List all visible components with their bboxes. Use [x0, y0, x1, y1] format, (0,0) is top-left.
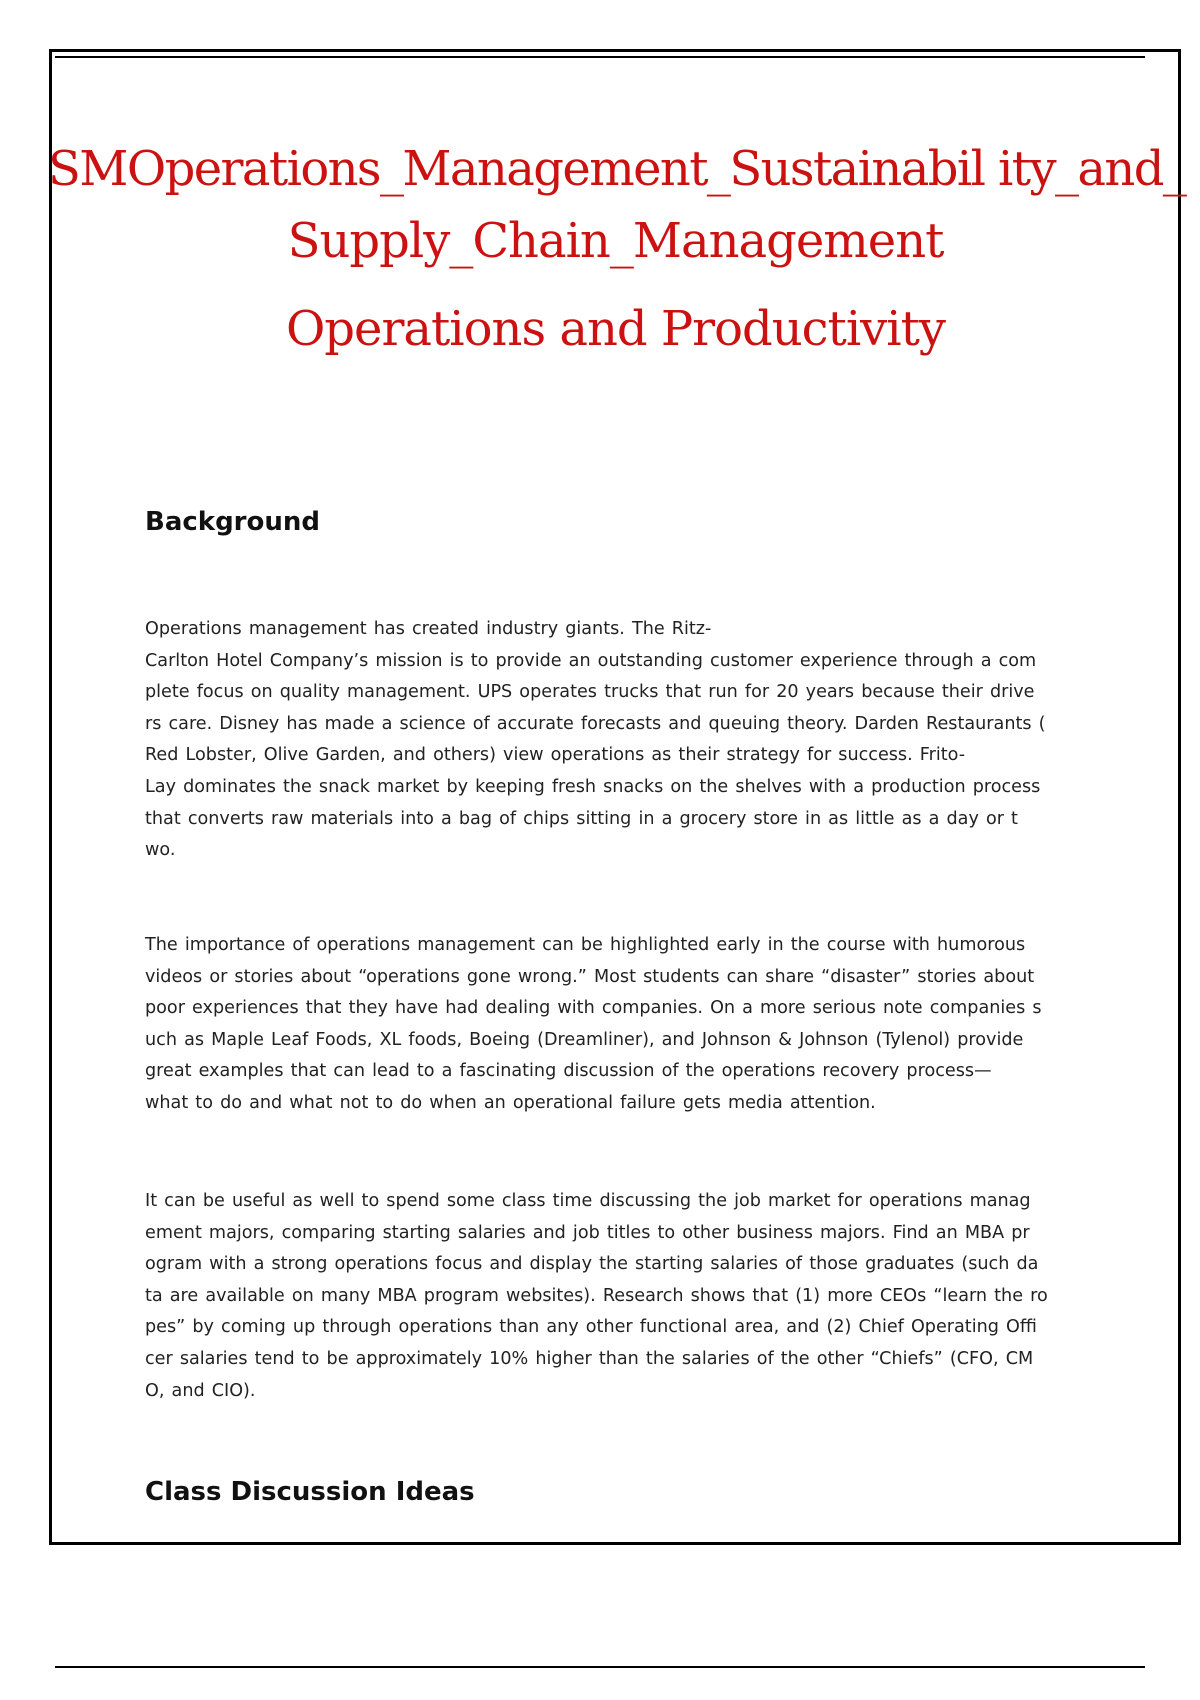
- paragraph-line: It can be useful as well to spend some class time discussing the job market for operations manag: [145, 1191, 1031, 1211]
- paragraph-1: [145, 614, 1087, 867]
- paragraph-line: that converts raw materials into a bag of chips sitting in a grocery store in as little as a day or t: [145, 808, 1018, 829]
- paragraph-line: videos or stories about “operations gone wrong.” Most students can share “disaster” stories about: [145, 966, 1035, 987]
- paragraph-line: poor experiences that they have had dealing with companies. On a more serious note companies s: [145, 998, 1042, 1019]
- title-line-2: Supply_Chain_Management: [287, 213, 944, 269]
- paragraph-line: Red Lobster, Olive Garden, and others) view operations as their strategy for success. Frito-: [145, 745, 966, 766]
- paragraph-line: ta are available on many MBA program websites). Research shows that (1) more CEOs “learn the ro: [145, 1285, 1048, 1306]
- paragraph-line: plete focus on quality management. UPS operates trucks that run for 20 years because their drive: [145, 682, 1035, 703]
- paragraph-line: pes” by coming up through operations than any other functional area, and (2) Chief Operating Offi: [145, 1317, 1037, 1338]
- document-subtitle: Operations and Productivity: [285, 301, 946, 357]
- paragraph-line: ogram with a strong operations focus and display the starting salaries of those graduates (such da: [145, 1254, 1039, 1275]
- paragraph-line: wo.: [145, 840, 176, 861]
- section-heading-background: Background: [145, 507, 320, 537]
- section-heading-class-discussion: Class Discussion Ideas: [145, 1477, 475, 1507]
- paragraph-line: ement majors, comparing starting salaries and job titles to other business majors. Find an MBA pr: [145, 1222, 1030, 1243]
- paragraph-line: Carlton Hotel Company’s mission is to provide an outstanding customer experience through a com: [145, 650, 1037, 671]
- paragraph-line: great examples that can lead to a fascinating discussion of the operations recovery process—: [145, 1061, 992, 1082]
- paragraph-line: Operations management has created industry giants. The Ritz-: [145, 619, 712, 639]
- paragraph-line: what to do and what not to do when an operational failure gets media attention.: [145, 1092, 876, 1113]
- paragraph-line: uch as Maple Leaf Foods, XL foods, Boeing (Dreamliner), and Johnson & Johnson (Tylenol) provide: [145, 1029, 1024, 1050]
- paragraph-line: Lay dominates the snack market by keeping fresh snacks on the shelves with a production process: [145, 776, 1041, 797]
- paragraph-line: O, and CIO).: [145, 1380, 256, 1401]
- document-title: [48, 141, 1186, 357]
- title-line-1: SMOperations_Management_Sustainabil ity_and_: [48, 141, 1186, 197]
- paragraph-3: [145, 1186, 1087, 1407]
- bottom-rule: [55, 1666, 1145, 1668]
- paragraph-line: The importance of operations management can be highlighted early in the course with humorous: [145, 935, 1026, 955]
- paragraph-line: rs care. Disney has made a science of accurate forecasts and queuing theory. Darden Restaurants (: [145, 713, 1046, 734]
- paragraph-2: [145, 930, 1087, 1120]
- paragraph-line: cer salaries tend to be approximately 10% higher than the salaries of the other “Chiefs” (CFO, CM: [145, 1348, 1034, 1369]
